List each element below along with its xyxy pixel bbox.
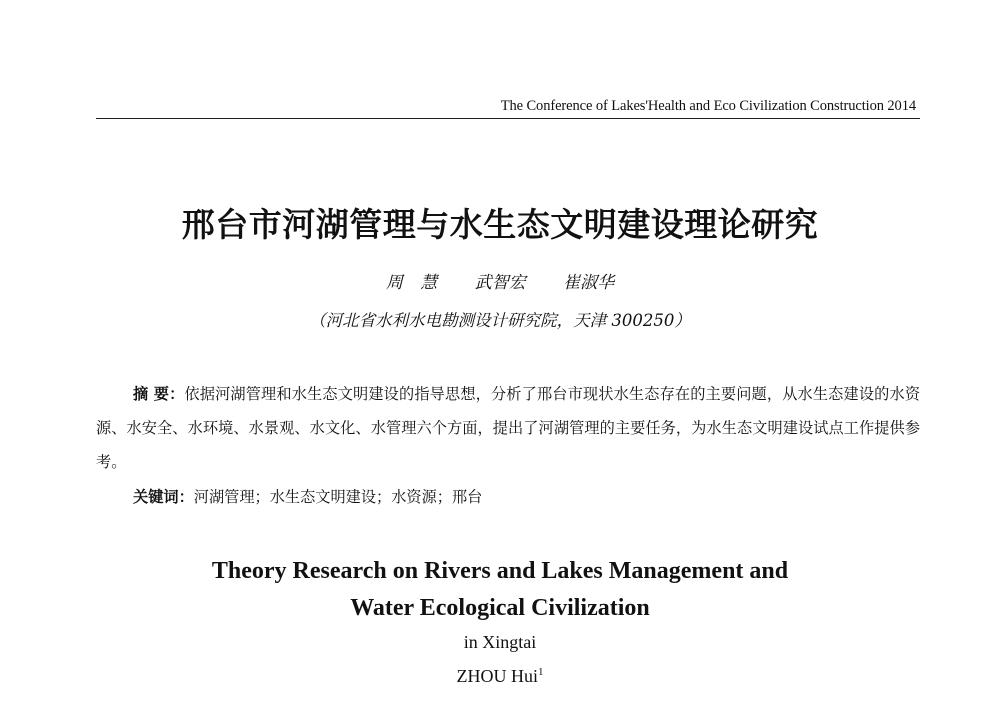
english-title — [0, 553, 1000, 627]
chinese-authors — [0, 268, 1000, 293]
author-2: 武智宏 — [474, 273, 526, 293]
chinese-title: 邢台市河湖管理与水生态文明建设理论研究 — [181, 205, 819, 244]
header-rule — [96, 118, 920, 119]
abstract-text: 依据河湖管理和水生态文明建设的指导思想，分析了邢台市现状水生态存在的主要问题，从水生态建设的水资源、水安全、水环境、水景观、水文化、水管理六个方面，提出了河湖管理的主要任务，为水生态文明建设试点工作提供参考。 — [96, 385, 921, 471]
english-author-name: ZHOU Hui — [456, 666, 538, 686]
english-title-line-2: Water Ecological Civilization — [350, 595, 650, 621]
author-3: 崔淑华 — [563, 273, 615, 293]
running-header: The Conference of Lakes'Health and Eco Civilization Construction 2014 — [500, 98, 916, 114]
abstract-label: 摘 要： — [133, 385, 185, 403]
keywords — [133, 486, 482, 507]
english-subtitle: in Xingtai — [463, 632, 537, 652]
chinese-affiliation: （河北省水利水电勘测设计研究院，天津 300250） — [309, 311, 691, 330]
keywords-label: 关键词： — [133, 488, 194, 506]
author-1: 周 慧 — [385, 273, 438, 293]
abstract — [96, 377, 920, 479]
english-title-line-1: Theory Research on Rivers and Lakes Management and — [211, 558, 789, 584]
keywords-text: 河湖管理；水生态文明建设；水资源；邢台 — [193, 488, 483, 506]
author-affiliation-mark: 1 — [538, 666, 544, 678]
english-author — [0, 666, 1000, 687]
